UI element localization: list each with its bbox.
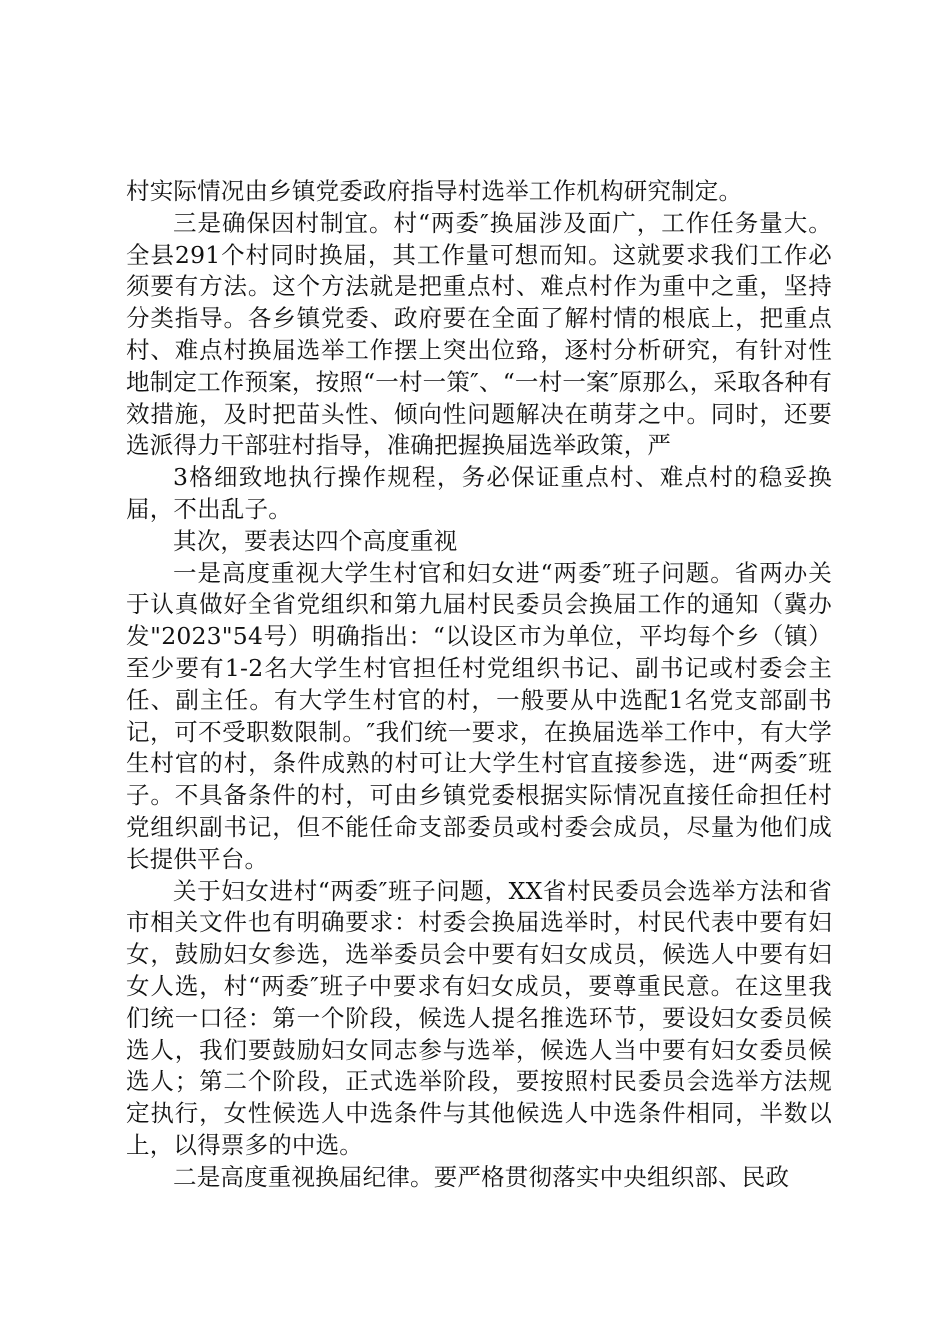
section-heading-four-priorities: 其次，要表达四个高度重视 [173,526,458,555]
paragraph-ensure-village-policy: 三是确保因村制宜。村“两委″换届涉及面广，工作任务量大。全县291个村同时换届，其工作量可想而知。这就要求我们工作必须要有方法。这个方法就是把重点村、难点村作为重中之重，坚持分类指导。各乡镇党委、政府要在全面了解村情的根底上，把重点村、难点村换届选举工作摆上突出位臵，逐村分析研究，有针对性地制定工作预案，按照“一村一策″、“一村一案″原那么，采取各种有效措施，及时把苗头性、倾向性问题解决在萌芽之中。同时，还要选派得力干部驻村指导，准确把握换届选举政策，严 [126,208,832,460]
document-body [126,176,832,1194]
paragraph-continuation: 村实际情况由乡镇党委政府指导村选举工作机构研究制定。 [126,177,743,205]
paragraph-strict-procedure: 3格细致地执行操作规程，务必保证重点村、难点村的稳妥换届，不出乱子。 [126,463,832,523]
paragraph-college-village-officials: 一是高度重视大学生村官和妇女进“两委″班子问题。省两办关于认真做好全省党组织和第九届村民委员会换届工作的通知（冀办发"2023"54号）明确指出：“以设区市为单位，平均每个乡（镇）至少要有1-2名大学生村官担任村党组织书记、副书记或村委会主任、副主任。有大学生村官的村，一般要从中选配1名党支部副书记，可不受职数限制。″我们统一要求，在换届选举工作中，有大学生村官的村，条件成熟的村可让大学生村官直接参选，进“两委″班子。不具备条件的村，可由乡镇党委根据实际情况直接任命担任村党组织副书记，但不能任命支部委员或村委会成员，尽量为他们成长提供平台。 [126,558,832,873]
paragraph-women-participation: 关于妇女进村“两委″班子问题，XX省村民委员会选举方法和省市相关文件也有明确要求：村委会换届选举时，村民代表中要有妇女，鼓励妇女参选，选举委员会中要有妇女成员，候选人中要有妇女人选，村“两委″班子中要求有妇女成员，要尊重民意。在这里我们统一口径：第一个阶段，候选人提名推选环节，要设妇女委员候选人，我们要鼓励妇女同志参与选举，候选人当中要有妇女委员候选人；第二个阶段，正式选举阶段，要按照村民委员会选举方法规定执行，女性候选人中选条件与其他候选人中选条件相同，半数以上，以得票多的中选。 [126,876,832,1159]
paragraph-election-discipline: 二是高度重视换届纪律。要严格贯彻落实中央组织部、民政 [173,1162,790,1191]
